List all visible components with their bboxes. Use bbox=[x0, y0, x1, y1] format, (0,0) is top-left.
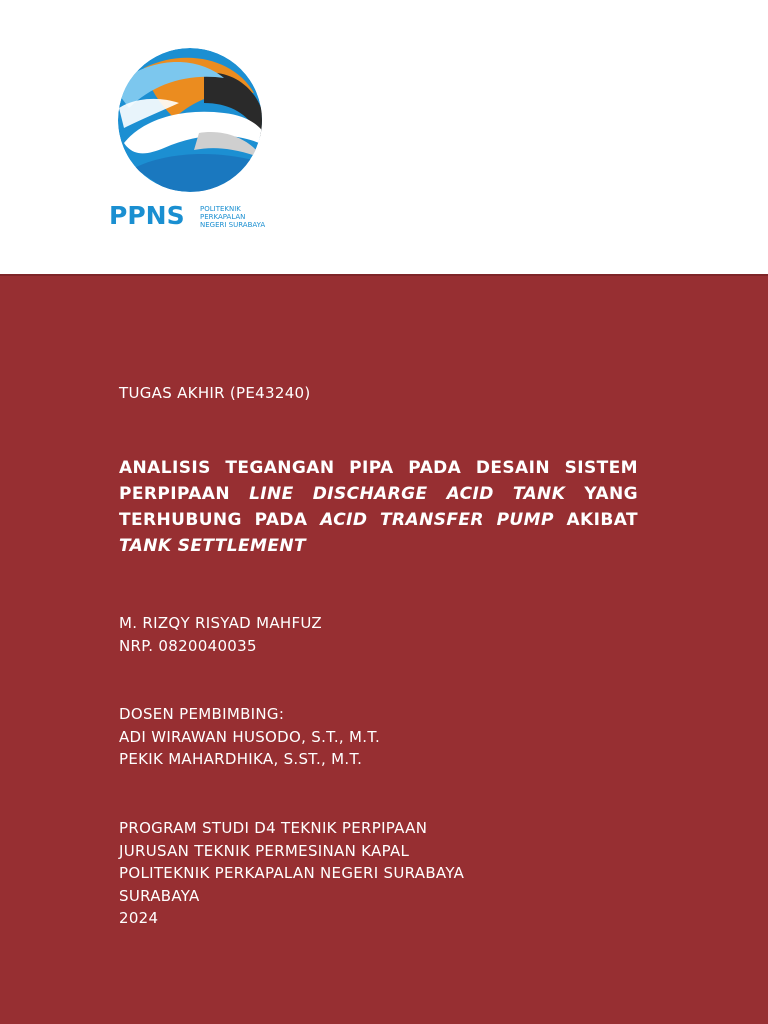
title-word: TERHUBUNG bbox=[119, 510, 242, 530]
title-word: DESAIN bbox=[475, 458, 550, 478]
title-word: ANALISIS bbox=[119, 458, 211, 478]
title-word: SISTEM bbox=[564, 458, 638, 478]
title-line bbox=[119, 507, 638, 533]
advisor-block bbox=[119, 703, 638, 771]
ppns-logo bbox=[104, 48, 279, 233]
logo-line-1: POLITEKNIK bbox=[200, 205, 241, 213]
author-name: M. RIZQY RISYAD MAHFUZ bbox=[119, 614, 322, 632]
title-word: PADA bbox=[408, 458, 462, 478]
title-word-italic: DISCHARGE bbox=[312, 484, 428, 504]
title-word-italic: PUMP bbox=[496, 510, 554, 530]
title-line bbox=[119, 533, 638, 559]
title-word: TEGANGAN bbox=[225, 458, 335, 478]
author-nrp: NRP. 0820040035 bbox=[119, 636, 257, 655]
title-word: PERPIPAAN bbox=[119, 484, 230, 504]
institution-block bbox=[119, 817, 638, 930]
year: 2024 bbox=[119, 909, 159, 927]
ppns-globe-icon bbox=[104, 48, 279, 233]
course-code: TUGAS AKHIR (PE43240) bbox=[119, 384, 311, 402]
title-line bbox=[119, 481, 638, 507]
title-word-italic: ACID bbox=[446, 484, 494, 504]
logo-acronym: PPNS bbox=[109, 201, 185, 230]
title-word-italic: LINE bbox=[249, 484, 294, 504]
department: JURUSAN TEKNIK PERMESINAN KAPAL bbox=[119, 841, 410, 860]
title-word-italic: TRANSFER bbox=[380, 510, 484, 530]
thesis-title bbox=[119, 455, 638, 559]
advisor-name-2: PEKIK MAHARDHIKA, S.ST., M.T. bbox=[119, 750, 363, 768]
title-word: YANG bbox=[584, 484, 638, 504]
title-word-italic: ACID bbox=[320, 510, 368, 530]
title-word: PIPA bbox=[349, 458, 394, 478]
author-block bbox=[119, 612, 638, 657]
city: SURABAYA bbox=[119, 886, 200, 905]
title-word: PADA bbox=[254, 510, 308, 530]
logo-line-3: NEGERI SURABAYA bbox=[200, 221, 266, 229]
study-program: PROGRAM STUDI D4 TEKNIK PERPIPAAN bbox=[119, 819, 428, 837]
title-line bbox=[119, 455, 638, 481]
title-word: AKIBAT bbox=[566, 510, 638, 530]
advisor-name-1: ADI WIRAWAN HUSODO, S.T., M.T. bbox=[119, 727, 381, 746]
cover-header bbox=[0, 0, 768, 274]
advisor-heading: DOSEN PEMBIMBING: bbox=[119, 705, 285, 723]
title-word-italic: TANK SETTLEMENT bbox=[119, 536, 306, 556]
school-name: POLITEKNIK PERKAPALAN NEGERI SURABAYA bbox=[119, 864, 465, 882]
title-word-italic: TANK bbox=[512, 484, 566, 504]
logo-line-2: PERKAPALAN bbox=[200, 213, 246, 221]
